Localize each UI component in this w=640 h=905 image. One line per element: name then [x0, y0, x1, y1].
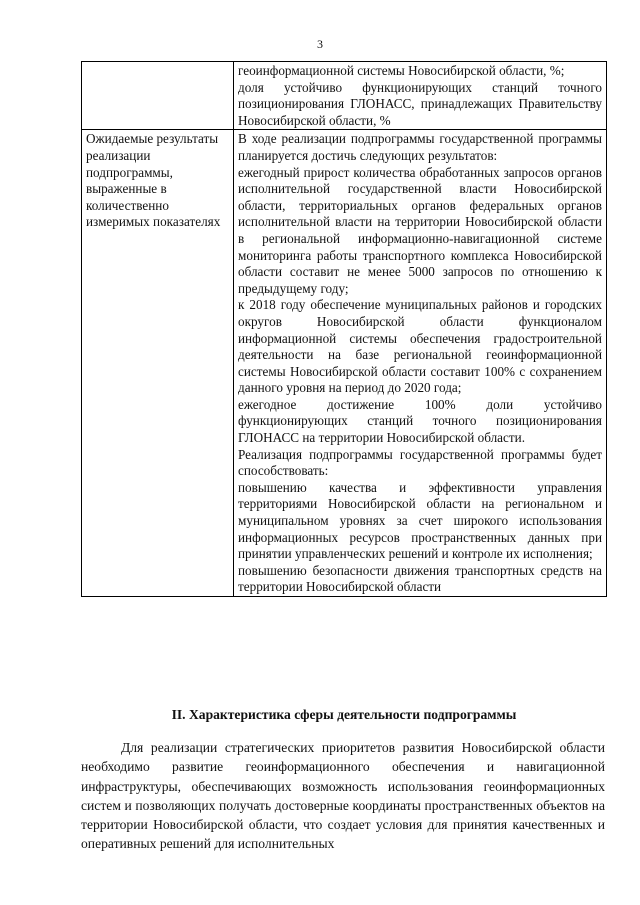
table-cell-expected-results [234, 130, 607, 597]
indicator-text: доля устойчиво функционирующих станций точного позиционирования ГЛОНАСС, принадлежащих Правительству Новосибирской области, % [238, 79, 602, 128]
table-cell-indicators-continued [234, 62, 607, 130]
passport-table [81, 61, 607, 597]
table-row [82, 62, 607, 130]
section-body [81, 738, 605, 854]
row-label: Ожидаемые результаты реализации подпрограммы, выраженные в количественно измеримых показателях [86, 131, 221, 230]
result-text: повышению качества и эффективности управления территориями Новосибирской области на региональном и муниципальном уровнях за счет широкого использования информационных ресурсов пространственных данных при принятии управленческих решений и контроле их исполнения; [238, 479, 602, 562]
result-text: повышению безопасности движения транспортных средств на территории Новосибирской области [238, 562, 602, 595]
result-text: ежегодное достижение 100% доли устойчиво функционирующих станций точного позиционирования ГЛОНАСС на территории Новосибирской области. [238, 396, 602, 446]
result-text: Реализация подпрограммы государственной программы будет способствовать: [238, 446, 602, 479]
indicator-text: геоинформационной системы Новосибирской области, %; [238, 63, 565, 78]
table-cell-empty [82, 62, 234, 130]
body-paragraph: Для реализации стратегических приоритетов развития Новосибирской области необходимо развитие геоинформационного обеспечения и навигационной инфраструктуры, обеспечивающих возможность использования геоинформационных систем и позволяющих получать достоверные координаты пространственных объектов на территории Новосибирской области, что создает условия для принятия качественных и оперативных решений для исполнительных [81, 740, 605, 852]
table-cell-label [82, 130, 234, 597]
result-text: ежегодный прирост количества обработанных запросов органов исполнительной государственной власти Новосибирской области, территориальных органов федеральных органов исполнительной власти на территории Новосибирской области в региональной информационно-навигационной системе мониторинга работы транспортного комплекса Новосибирской области составит не менее 5000 запросов по отношению к предыдущему году; [238, 164, 602, 296]
result-text: В ходе реализации подпрограммы государственной программы планируется достичь следующих результатов: [238, 131, 602, 163]
result-text: к 2018 году обеспечение муниципальных районов и городских округов Новосибирской области функционалом информационной системы обеспечения градостроительной деятельности на базе региональной геоинформационной системы Новосибирской области составит 100% с сохранением данного уровня на период до 2020 года; [238, 297, 602, 396]
table-row [82, 130, 607, 597]
page-number: 3 [317, 37, 323, 51]
section-heading: II. Характеристика сферы деятельности подпрограммы [171, 707, 517, 722]
